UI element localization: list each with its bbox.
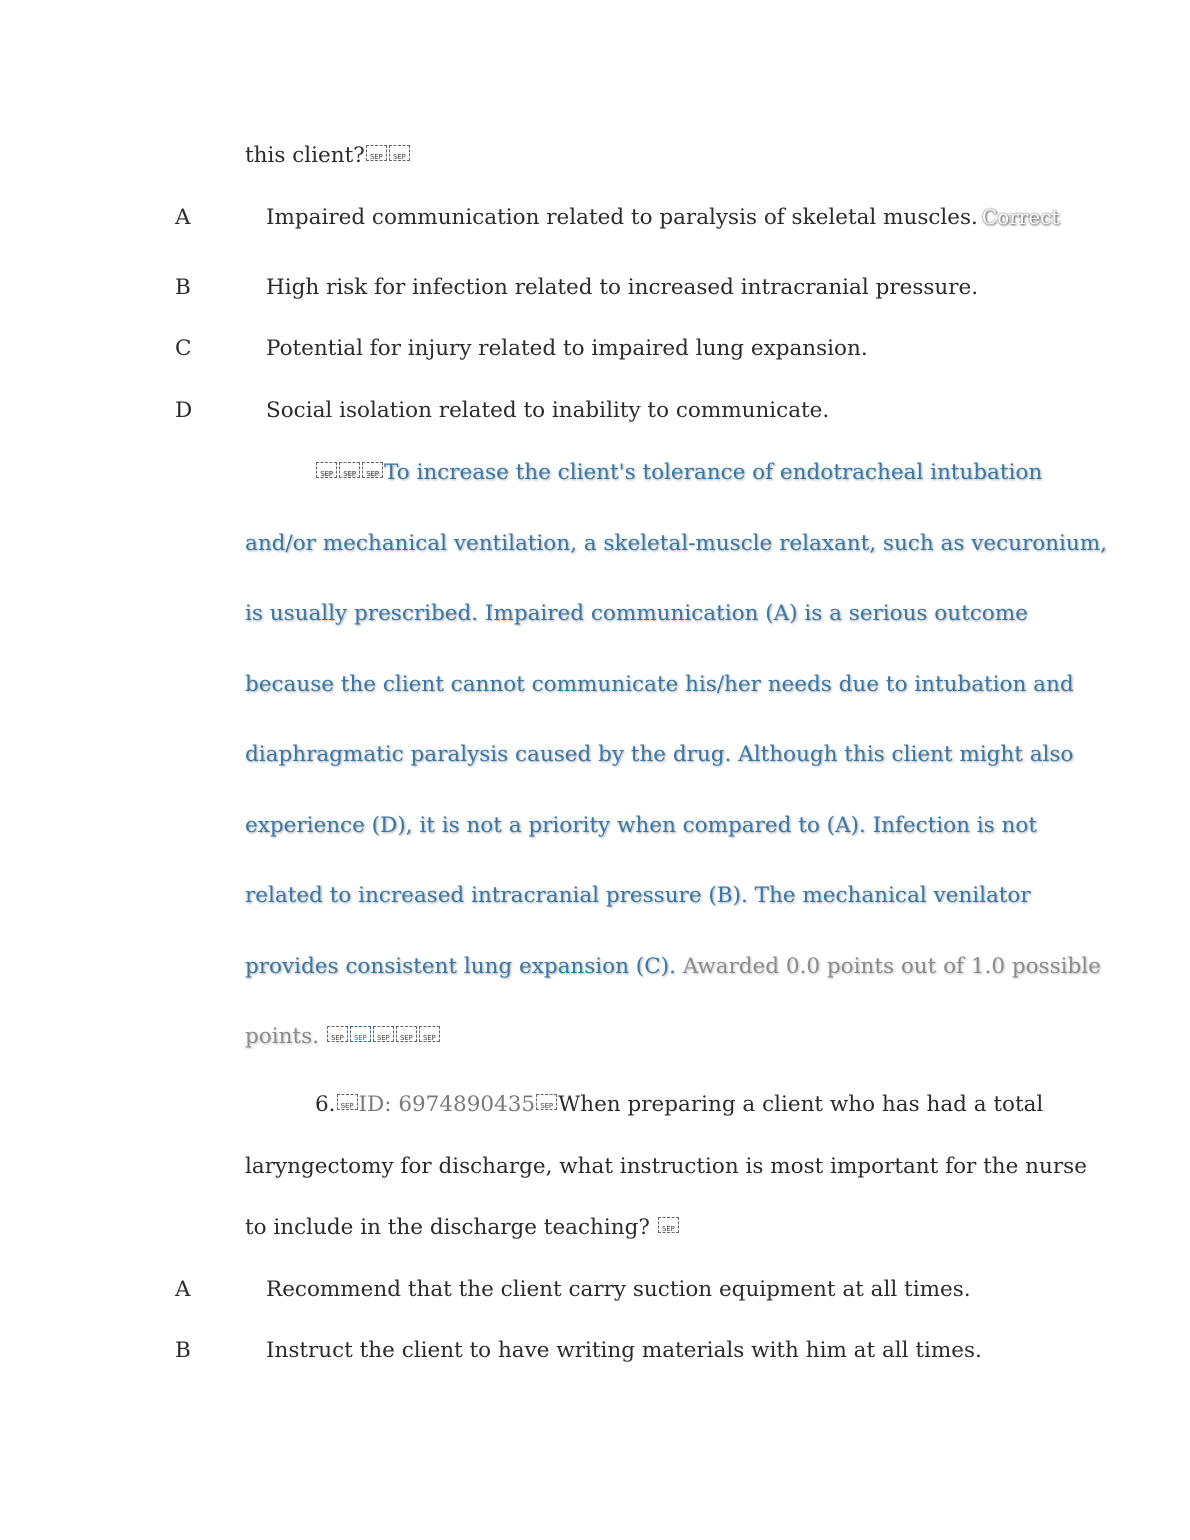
sep-icon (362, 462, 383, 478)
sep-icon (658, 1217, 679, 1233)
sep-icon (419, 1026, 440, 1042)
option-d[interactable]: Social isolation related to inability to communicate. (266, 398, 830, 423)
option-c[interactable]: Potential for injury related to impaired lung expansion. (266, 336, 868, 361)
q6-option-letter-a: A (175, 1277, 191, 1302)
q6-option-letter-b: B (175, 1338, 191, 1363)
question-stem-end: this client?SEPSEP (245, 145, 411, 167)
option-letter-a: A (175, 205, 191, 230)
option-letter-b: B (175, 275, 191, 300)
rationale-line-8: provides consistent lung expansion (C). Awarded 0.0 points out of 1.0 possible (245, 954, 1101, 979)
rationale-line-2: and/or mechanical ventilation, a skeletal-muscle relaxant, such as vecuronium, (245, 531, 1107, 556)
rationale-line-7: related to increased intracranial pressure (B). The mechanical venilator (245, 883, 1031, 908)
question-number: 6. (315, 1092, 336, 1117)
question-id: ID: 6974890435 (358, 1092, 536, 1117)
sep-icon (389, 145, 410, 161)
option-a[interactable] (266, 207, 1059, 229)
q6-option-a[interactable]: Recommend that the client carry suction equipment at all times. (266, 1277, 971, 1302)
sep-icon (337, 1094, 358, 1110)
question-6-header: 6.SEP ID: 6974890435SEP When preparing a client who has had a total (315, 1094, 1043, 1116)
rationale-line-3: is usually prescribed. Impaired communication (A) is a serious outcome (245, 601, 1028, 626)
option-b[interactable]: High risk for infection related to increased intracranial pressure. (266, 275, 979, 300)
rationale-line-1: SEPSEPSEPTo increase the client's tolerance of endotracheal intubation (315, 462, 1042, 484)
option-letter-c: C (175, 336, 192, 361)
sep-icon (316, 462, 337, 478)
sep-icon (339, 462, 360, 478)
sep-icon (373, 1026, 394, 1042)
sep-icon (396, 1026, 417, 1042)
option-a-text: Impaired communication related to paralysis of skeletal muscles. (266, 205, 978, 230)
question-6-stem-line-3: to include in the discharge teaching? SEP (245, 1217, 680, 1239)
awarded-points-end: points. SEPSEPSEPSEPSEP (245, 1026, 441, 1048)
question-6-stem-line-2: laryngectomy for discharge, what instruction is most important for the nurse (245, 1154, 1087, 1179)
sep-icon (327, 1026, 348, 1042)
q6-option-b[interactable]: Instruct the client to have writing materials with him at all times. (266, 1338, 982, 1363)
option-letter-d: D (175, 398, 193, 423)
sep-icon (350, 1026, 371, 1042)
rationale-line-4: because the client cannot communicate his/her needs due to intubation and (245, 672, 1074, 697)
rationale-line-5: diaphragmatic paralysis caused by the drug. Although this client might also (245, 742, 1074, 767)
rationale-line-6: experience (D), it is not a priority when compared to (A). Infection is not (245, 813, 1037, 838)
correct-label: Correct (981, 205, 1060, 229)
awarded-points: Awarded 0.0 points out of 1.0 possible (682, 954, 1101, 979)
sep-icon (536, 1094, 557, 1110)
sep-icon (366, 145, 387, 161)
